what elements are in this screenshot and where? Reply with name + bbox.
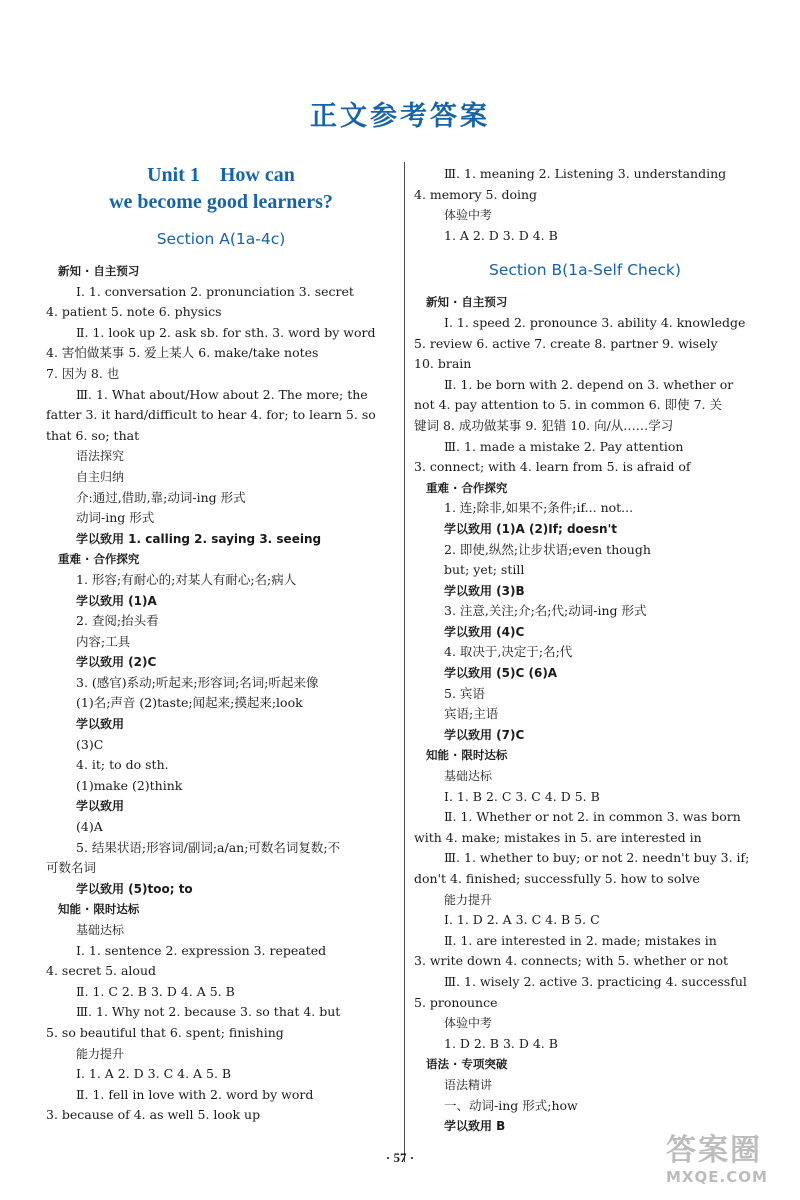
answer-line: 3. (感官)系动;听起来;形容词;名词;听起来像 bbox=[76, 674, 319, 690]
answer-line: (1)make (2)think bbox=[76, 777, 183, 793]
right-continuation-answers bbox=[414, 164, 756, 246]
answer-line: Ⅱ. 1. are interested in 2. made; mistakes in bbox=[444, 932, 717, 948]
unit-heading bbox=[46, 162, 396, 216]
answer-line: with 4. make; mistakes in 5. are interested in bbox=[414, 829, 702, 845]
subheading: 基础达标 bbox=[444, 769, 493, 784]
answer-line: fatter 3. it hard/difficult to hear 4. for; to learn 5. so bbox=[46, 407, 376, 423]
answer-line: Ⅱ. 1. Whether or not 2. in common 3. was born bbox=[444, 809, 741, 825]
subheading: 学以致用 1. calling 2. saying 3. seeing bbox=[76, 531, 322, 546]
answer-line: Ⅰ. 1. D 2. A 3. C 4. B 5. C bbox=[444, 912, 600, 928]
answer-line: 10. brain bbox=[414, 356, 472, 372]
answer-line: but; yet; still bbox=[444, 562, 525, 578]
answer-line: 介:通过,借助,靠;动词-ing 形式 bbox=[76, 489, 246, 505]
subheading: 学以致用 B bbox=[444, 1119, 506, 1134]
subheading: 学以致用 (3)B bbox=[444, 583, 525, 598]
answer-line: Ⅰ. 1. B 2. C 3. C 4. D 5. B bbox=[444, 788, 600, 804]
answer-line: 5. 结果状语;形容词/副词;a/an;可数名词复数;不 bbox=[76, 839, 341, 855]
answer-line: 4. secret 5. aloud bbox=[46, 963, 157, 979]
watermark-logo bbox=[666, 1134, 792, 1194]
watermark-sub: MXQE.COM bbox=[666, 1168, 768, 1186]
answer-line: 5. 宾语 bbox=[444, 685, 485, 701]
subheading: 学以致用 (5)C (6)A bbox=[444, 666, 558, 681]
answer-line: Ⅲ. 1. Why not 2. because 3. so that 4. but bbox=[76, 1004, 341, 1020]
answer-line: 1. D 2. B 3. D 4. B bbox=[444, 1035, 558, 1051]
subheading: 学以致用 bbox=[76, 717, 125, 732]
answer-line: Ⅰ. 1. speed 2. pronounce 3. ability 4. knowledge bbox=[444, 314, 746, 330]
answer-line: 3. connect; with 4. learn from 5. is afraid of bbox=[414, 459, 691, 475]
section-b-heading: Section B(1a-Self Check) bbox=[489, 261, 681, 280]
subheading: 基础达标 bbox=[76, 923, 125, 937]
unit-heading-line2: we become good learners? bbox=[109, 191, 333, 213]
answer-line: 4. 害怕做某事 5. 爱上某人 6. make/take notes bbox=[46, 345, 319, 361]
answer-line: 动词-ing 形式 bbox=[76, 510, 155, 526]
subheading: 体验中考 bbox=[444, 1016, 493, 1031]
answer-line: 1. 连;除非,如果不;条件;if... not... bbox=[444, 500, 634, 516]
answer-line: Ⅱ. 1. C 2. B 3. D 4. A 5. B bbox=[76, 983, 235, 999]
answer-line: 1. 形容;有耐心的;对某人有耐心;名;病人 bbox=[76, 571, 297, 587]
answer-line: 4. 取决于,决定于;名;代 bbox=[444, 644, 573, 660]
subheading: 语法 · 专项突破 bbox=[426, 1057, 508, 1072]
answer-line: (4)A bbox=[76, 819, 103, 835]
left-column bbox=[46, 158, 396, 1126]
answer-line: Ⅲ. 1. whether to buy; or not 2. needn't buy 3. if; bbox=[444, 850, 750, 866]
answer-line: 5. so beautiful that 6. spent; finishing bbox=[46, 1024, 284, 1040]
column-divider bbox=[404, 162, 405, 1162]
answer-line: 2. 即使,纵然;让步状语;even though bbox=[444, 541, 651, 557]
subheading: 知能 · 限时达标 bbox=[426, 748, 508, 763]
subheading: 学以致用 (2)C bbox=[76, 655, 157, 670]
answer-line: 宾语;主语 bbox=[444, 706, 499, 722]
answer-line: Ⅲ. 1. wisely 2. active 3. practicing 4. successful bbox=[444, 973, 747, 989]
subheading: 学以致用 (7)C bbox=[444, 727, 525, 742]
answer-line: 7. 因为 8. 也 bbox=[46, 365, 120, 381]
unit-heading-line1: Unit 1 How can bbox=[147, 164, 295, 186]
answer-line: 2. 查阅;抬头看 bbox=[76, 613, 159, 629]
subheading: 重难 · 合作探究 bbox=[426, 480, 508, 495]
subheading: 自主归纳 bbox=[76, 469, 125, 484]
subheading: 语法精讲 bbox=[444, 1077, 493, 1092]
answer-line: 3. 注意,关注;介;名;代;动词-ing 形式 bbox=[444, 603, 647, 619]
answer-line: don't 4. finished; successfully 5. how to solve bbox=[414, 871, 700, 886]
subheading: 能力提升 bbox=[444, 892, 493, 907]
left-answers bbox=[46, 261, 396, 1126]
subheading: 学以致用 (5)too; to bbox=[76, 881, 193, 896]
subheading: 学以致用 (1)A bbox=[76, 593, 157, 608]
right-column bbox=[414, 164, 756, 1137]
subheading: 知能 · 限时达标 bbox=[58, 902, 140, 917]
answer-line: 3. because of 4. as well 5. look up bbox=[46, 1107, 261, 1123]
page-title: 正文参考答案 bbox=[310, 101, 490, 132]
answer-line: Ⅰ. 1. conversation 2. pronunciation 3. secret bbox=[76, 283, 354, 299]
subheading: 体验中考 bbox=[444, 208, 493, 223]
subheading: 学以致用 (4)C bbox=[444, 624, 525, 639]
answer-line: 一、动词-ing 形式;how bbox=[444, 1097, 578, 1113]
answer-line: 4. memory 5. doing bbox=[414, 186, 538, 202]
answer-line: Ⅲ. 1. meaning 2. Listening 3. understanding bbox=[444, 166, 727, 181]
answer-line: Ⅱ. 1. look up 2. ask sb. for sth. 3. word by word bbox=[76, 324, 376, 340]
answer-line: 键词 8. 成功做某事 9. 犯错 10. 向/从……学习 bbox=[414, 417, 674, 433]
subheading: 重难 · 合作探究 bbox=[58, 552, 140, 567]
answer-line: 3. write down 4. connects; with 5. whether or not bbox=[414, 953, 729, 969]
answer-line: Ⅱ. 1. fell in love with 2. word by word bbox=[76, 1086, 314, 1102]
watermark-main: 答案圈 bbox=[666, 1133, 762, 1168]
answer-line: not 4. pay attention to 5. in common 6. 即使 7. 关 bbox=[414, 397, 722, 413]
answer-line: (3)C bbox=[76, 736, 104, 752]
subheading: 语法探究 bbox=[76, 449, 125, 464]
answer-line: (1)名;声音 (2)taste;闻起来;摸起来;look bbox=[76, 695, 303, 711]
answer-line: 5. review 6. active 7. create 8. partner 9. wisely bbox=[414, 335, 718, 351]
answer-line: 可数名词 bbox=[46, 860, 97, 876]
answer-line: Ⅰ. 1. A 2. D 3. C 4. A 5. B bbox=[76, 1066, 232, 1082]
page-number: · 57 · bbox=[385, 1150, 415, 1165]
answer-line: 1. A 2. D 3. D 4. B bbox=[444, 227, 558, 243]
answer-line: 5. pronounce bbox=[414, 994, 498, 1010]
subheading: 能力提升 bbox=[76, 1046, 125, 1061]
right-answers bbox=[414, 292, 756, 1136]
answer-line: 内容;工具 bbox=[76, 633, 131, 649]
subheading: 新知 · 自主预习 bbox=[426, 295, 508, 310]
answer-line: 4. patient 5. note 6. physics bbox=[46, 304, 222, 320]
answer-line: Ⅱ. 1. be born with 2. depend on 3. whether or bbox=[444, 376, 734, 392]
subheading: 学以致用 (1)A (2)If; doesn't bbox=[444, 521, 618, 536]
subheading: 新知 · 自主预习 bbox=[58, 264, 140, 278]
subheading: 学以致用 bbox=[76, 799, 125, 814]
answer-line: that 6. so; that bbox=[46, 427, 140, 443]
answer-line: Ⅰ. 1. sentence 2. expression 3. repeated bbox=[76, 942, 327, 958]
answer-line: Ⅲ. 1. What about/How about 2. The more; the bbox=[76, 386, 368, 402]
section-a-heading: Section A(1a-4c) bbox=[156, 230, 286, 248]
answer-line: Ⅲ. 1. made a mistake 2. Pay attention bbox=[444, 438, 684, 454]
answer-line: 4. it; to do sth. bbox=[76, 757, 169, 773]
